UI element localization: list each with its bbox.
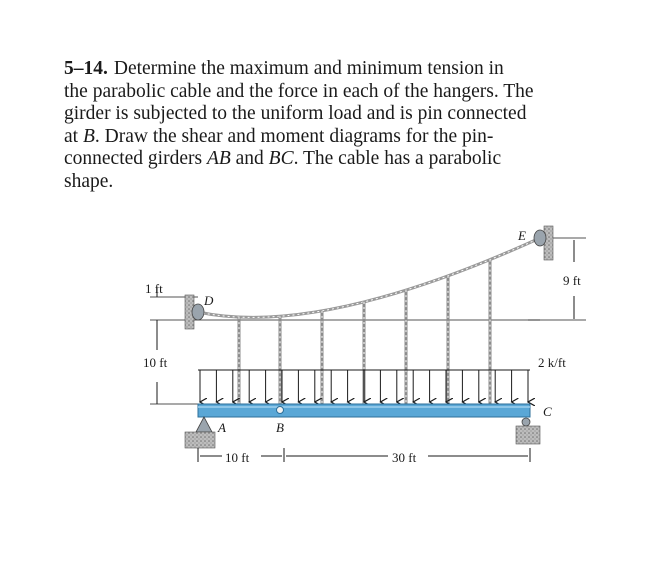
problem-line-1: 5–14. Determine the maximum and minimum tension in: [64, 58, 504, 79]
dim-9ft-label: 9 ft: [563, 273, 581, 288]
dim-10ft-label: 10 ft: [143, 355, 168, 370]
distributed-load: [200, 370, 528, 402]
pin-B: [277, 407, 284, 414]
support-D: [185, 295, 204, 329]
support-C: [516, 418, 540, 444]
reference-lines: [150, 238, 586, 404]
span-10ft-label: 10 ft: [225, 450, 250, 465]
point-B-label: B: [276, 420, 284, 435]
dim-1ft-label: 1 ft: [145, 281, 163, 296]
support-A: [185, 417, 215, 448]
girder: [198, 404, 530, 417]
point-C-label: C: [543, 404, 552, 419]
problem-line-3: girder is subjected to the uniform load and is pin connected: [64, 103, 527, 124]
point-D-label: D: [204, 293, 214, 308]
problem-line-2: the parabolic cable and the force in each of the hangers. The: [64, 80, 534, 102]
problem-line-4: at B. Draw the shear and moment diagrams for the pin-: [64, 125, 494, 147]
problem-line-6: shape.: [64, 170, 114, 192]
problem-number: 5–14.: [64, 58, 108, 79]
load-label: 2 k/ft: [538, 355, 566, 370]
support-E: [534, 226, 553, 260]
problem-line-5: connected girders AB and BC. The cable has a parabolic: [64, 148, 502, 169]
point-A-label: A: [218, 420, 226, 435]
span-30ft-label: 30 ft: [392, 450, 417, 465]
point-E-label: E: [518, 228, 526, 243]
